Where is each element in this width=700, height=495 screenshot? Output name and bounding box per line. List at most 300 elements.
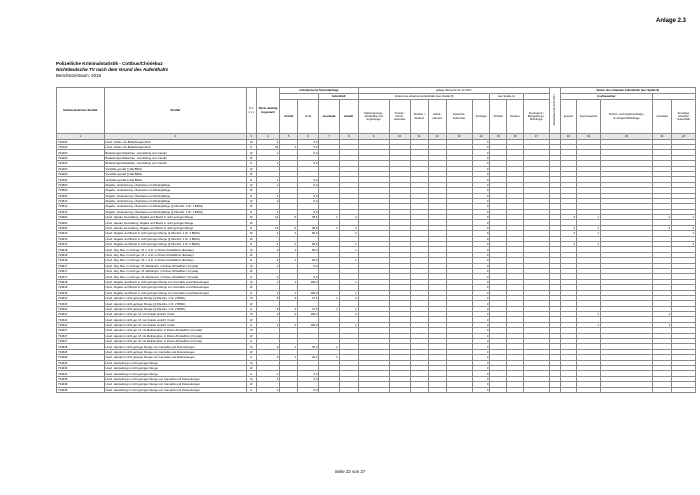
table-cell: 2 (339, 306, 358, 311)
table-cell: 734628 (57, 349, 105, 354)
table-cell: G (247, 144, 257, 149)
table-cell (410, 387, 428, 392)
table-cell: 2 (560, 215, 577, 220)
table-cell: 0 (472, 236, 490, 241)
table-cell: 1 (577, 322, 601, 327)
table-cell: 33,3 (298, 344, 319, 349)
table-cell: 734622 (57, 312, 105, 317)
report-title: Polizeiliche Kriminalstatistik - Cottbus/Chóśebuz (56, 61, 163, 66)
table-cell: 1 (256, 376, 280, 381)
table-cell: 3 (280, 295, 298, 300)
table-cell: 0 (472, 171, 490, 176)
table-cell: 0 (472, 371, 490, 376)
table-cell: M (247, 279, 257, 284)
table-cell: Unerl. Abgabe und Besitz in nicht geringer Menge (§ 29a Abs. 1 Nr. 2 BtMG) (104, 231, 247, 236)
table-cell: 1 (280, 279, 298, 284)
table-cell: 0 (472, 177, 490, 182)
table-cell: 734200 (57, 155, 105, 160)
table-cell: M (247, 198, 257, 203)
table-cell: Unerl. Handel in nicht geringer Menge von Cannabis und Zubereitungen (104, 349, 247, 354)
table-cell: 50,0 (298, 242, 319, 247)
table-cell: 5 (280, 225, 298, 230)
table-cell: 0,0 (298, 198, 319, 203)
table-cell: G (247, 274, 257, 279)
table-cell: 734618 (57, 290, 105, 295)
table-cell: 734648 (57, 387, 105, 392)
column-number: 14 (472, 134, 490, 140)
col-header-gueltige-werte: gültige Werte bis 31.12.2017 (358, 88, 549, 94)
table-cell: 0 (472, 252, 490, 257)
table-cell: Unerl. Handel in nicht ger. M. mit Methamphet. in Pulver-/Kristallform (Crystal) (104, 328, 247, 333)
table-cell: 8 (256, 295, 280, 300)
table-cell: Unerl. Handel in nicht ger. M. von Kokain einschl. Crack (104, 317, 247, 322)
table-cell: 4 (339, 215, 358, 220)
table-cell: 734200 (57, 171, 105, 176)
table-cell: 4 (256, 139, 280, 144)
table-cell: 1 (280, 144, 298, 149)
table-cell: 2 (280, 231, 298, 236)
table-cell: M (247, 139, 257, 144)
table-cell: 734500 (57, 182, 105, 187)
table-cell: Unerl. Handel, Herstellung, Abgabe und Besitz in nicht geringer Menge (104, 225, 247, 230)
table-cell: 1 (256, 371, 280, 376)
table-cell: 2 (653, 225, 672, 230)
table-cell: W (247, 333, 257, 338)
table-cell: Abgabe, Veräußerung, Überlassen an Minderjährige (104, 198, 247, 203)
column-number: 17 (523, 134, 549, 140)
table-cell: 0 (472, 144, 490, 149)
col-header-schueler: Schüler (490, 100, 507, 134)
table-cell: 730100 (57, 144, 105, 149)
table-cell: Verstöße gemäß § 30a BtMG (104, 171, 247, 176)
table-cell: 734600 (57, 215, 105, 220)
table-cell (672, 387, 696, 392)
table-cell: 0,0 (298, 177, 319, 182)
table-cell: W (247, 349, 257, 354)
table-cell: 0,0 (298, 376, 319, 381)
table-cell: G (247, 355, 257, 360)
table-cell: G (247, 339, 257, 344)
table-cell (428, 387, 446, 392)
table-cell: W (247, 155, 257, 160)
table-cell: Unerl. Abgabe und Besitz in nicht geringer Menge von Cannabis und Zubereitungen (104, 279, 247, 284)
table-cell: 50,0 (298, 247, 319, 252)
table-cell: 1 (256, 263, 280, 268)
col-header-aufenthalt: Aufenthalt (319, 94, 358, 100)
table-cell: G (247, 209, 257, 214)
table-cell: 0 (472, 382, 490, 387)
table-cell: 0 (472, 247, 490, 252)
table-cell: M (247, 295, 257, 300)
table-cell: M (247, 328, 257, 333)
column-number: 5 (280, 134, 298, 140)
table-cell: W (247, 268, 257, 273)
table-cell: 734600 (57, 225, 105, 230)
table-cell: 0 (472, 161, 490, 166)
table-cell: 0 (472, 155, 490, 160)
table-cell: 1 (256, 161, 280, 166)
table-cell: 0 (472, 242, 490, 247)
table-cell: 734610 (57, 236, 105, 241)
col-header-vertical-note: Abweichend ab 01.01.2017 (549, 88, 560, 134)
table-cell: 2 (256, 193, 280, 198)
table-cell: 2 (256, 312, 280, 317)
table-body (57, 139, 696, 392)
column-number: 9 (358, 134, 389, 140)
col-header-prozent: in % (298, 100, 319, 134)
table-cell: 1 (280, 290, 298, 295)
table-cell: 734628 (57, 344, 105, 349)
table-cell: 2 (339, 312, 358, 317)
table-cell: G (247, 161, 257, 166)
table-cell: 100,0 (298, 279, 319, 284)
table-cell: 13 (256, 225, 280, 230)
table-cell: G (247, 258, 257, 263)
table-cell: M (247, 247, 257, 252)
table-cell: 734618 (57, 247, 105, 252)
table-cell: 734648 (57, 382, 105, 387)
table-cell: 100,0 (298, 322, 319, 327)
table-cell: Unerl. Handel in nicht ger. M. mit Methamphet. in Pulver-/Kristallform (Crystal) (104, 339, 247, 344)
table-cell: 0,0 (298, 274, 319, 279)
table-cell: 734617 (57, 263, 105, 268)
table-cell: 1 (256, 387, 280, 392)
column-number: 3 (247, 134, 257, 140)
col-header-sv: S V v v v (247, 88, 257, 134)
table-cell: 0 (472, 387, 490, 392)
table-cell: Unerl. Handel in nicht ger. M. von Kokain einschl. Crack (104, 322, 247, 327)
table-cell: 2 (256, 258, 280, 263)
col-header-gewerbe: Gewerbe-treibender (446, 100, 472, 134)
table-cell: 734618 (57, 285, 105, 290)
table-cell: 1 (577, 225, 601, 230)
table-cell: Unerl. Herstellung in nicht geringer Menge von Cannabis und Zubereitungen (104, 387, 247, 392)
table-cell: Unerl. Abg. Bes. in nicht ger. M. n. A.D. in Pulver-/Kristallform (Ecstasy) (104, 247, 247, 252)
table-cell: 2 (280, 312, 298, 317)
table-cell: 0 (472, 328, 490, 333)
table-cell: G (247, 242, 257, 247)
table-cell: 0 (472, 215, 490, 220)
table-cell: 2 (256, 209, 280, 214)
annex-label: Anlage 2.3 (655, 18, 686, 24)
table-cell: M (247, 360, 257, 365)
table-cell: 734510 (57, 198, 105, 203)
table-cell: 38,5 (298, 225, 319, 230)
table-cell: W (247, 188, 257, 193)
table-cell: 0 (472, 209, 490, 214)
table-cell: 1 (577, 242, 601, 247)
col-header-stationierung: Stationierungs-streitkräfte und Angehörige (358, 100, 389, 134)
table-cell: 8 (256, 306, 280, 311)
table-cell: 734500 (57, 188, 105, 193)
table-cell: 734200 (57, 161, 105, 166)
table-cell: 734510 (57, 209, 105, 214)
table-cell: 734640 (57, 366, 105, 371)
table-cell: Unerl. Herstellung in nicht geringer Menge (104, 366, 247, 371)
table-cell: 2 (560, 225, 577, 230)
table-cell: 0 (472, 193, 490, 198)
table-cell: 1 (672, 242, 696, 247)
column-number: 21 (653, 134, 672, 140)
table-cell: 1 (256, 182, 280, 187)
table-cell: Unerl. Herstellung in nicht geringer Menge von Cannabis und Zubereitungen (104, 382, 247, 387)
table-cell: Betäubungsmittelanbau, -herstellung und -handel (104, 150, 247, 155)
table-cell: 0,0 (298, 139, 319, 144)
table-cell: W (247, 236, 257, 241)
table-cell: W (247, 382, 257, 387)
table-cell: 734627 (57, 333, 105, 338)
table-cell: 1 (577, 312, 601, 317)
report-titles (56, 61, 168, 79)
table-cell: 0,0 (298, 161, 319, 166)
table-cell: 0 (472, 322, 490, 327)
table-cell: 734620 (57, 306, 105, 311)
table-cell: 0 (472, 312, 490, 317)
table-cell: W (247, 366, 257, 371)
table-cell: 0 (472, 182, 490, 187)
table-cell: 0,0 (298, 371, 319, 376)
col-header-geduldet: Geduldet (653, 100, 672, 134)
report-period: Berichtszeitraum: 2018 (56, 73, 101, 78)
table-cell: 0,0 (298, 387, 319, 392)
table-cell: M (247, 215, 257, 220)
table-cell: Abgabe, Veräußerung, Überlassen an Minderjährige (104, 193, 247, 198)
table-cell: 1 (256, 177, 280, 182)
table-cell: 5 (280, 215, 298, 220)
table-cell: W (247, 220, 257, 225)
table-cell: G (247, 371, 257, 376)
table-cell: 0 (472, 188, 490, 193)
column-number: 19 (577, 134, 601, 140)
table-cell: 1 (339, 247, 358, 252)
table-cell: Unerl. Anbau von Betäubungsmitteln (104, 144, 247, 149)
table-cell: 2 (256, 198, 280, 203)
table-cell: 1 (672, 225, 696, 230)
table-cell: Unerl. Handel in nicht ger. M. mit Methamphet. in Pulver-/Kristallform (Crystal) (104, 333, 247, 338)
table-cell: 734618 (57, 279, 105, 284)
table-cell: G (247, 306, 257, 311)
table-cell: 734640 (57, 360, 105, 365)
table-cell: 3 (256, 355, 280, 360)
table-cell: 0 (472, 333, 490, 338)
col-header-straftat: Straftat (104, 88, 247, 134)
table-cell: 38,5 (298, 215, 319, 220)
table-cell: 18 (256, 144, 280, 149)
col-header-sonstiger: Sonstiger erlaubter Aufenthalt (672, 100, 696, 134)
table-cell: 734627 (57, 339, 105, 344)
column-number: 10 (389, 134, 410, 140)
table-cell: G (247, 290, 257, 295)
table-cell: 0 (472, 204, 490, 209)
table-cell: 2 (339, 242, 358, 247)
col-header-nichtdeutsche: nichtdeutsche Tatverdächtige (280, 88, 358, 94)
table-cell: 37,5 (298, 306, 319, 311)
table-cell: Unerl. Handel in nicht geringer Menge von Cannabis und Zubereitungen (104, 344, 247, 349)
table-cell: 0 (472, 150, 490, 155)
col-header-schluesselzahl: Schlüsselzahl der Straftat (57, 88, 105, 134)
table-cell: 1 (672, 215, 696, 220)
table-cell: 1 (280, 355, 298, 360)
table-cell (560, 387, 577, 392)
table-cell: Abgabe, Veräußerung, Überlassen an Minderjährige (104, 188, 247, 193)
table-cell: Unerl. Herstellung in nicht geringer Menge (104, 371, 247, 376)
table-cell: 0 (472, 366, 490, 371)
table-cell (653, 387, 672, 392)
table-cell (358, 387, 389, 392)
column-number: 4 (256, 134, 280, 140)
table-cell: 4 (256, 242, 280, 247)
table-cell: 2 (560, 231, 577, 236)
table-cell: 734640 (57, 371, 105, 376)
table-cell: 0,0 (298, 182, 319, 187)
col-header-sonstige: Sonstige (472, 100, 490, 134)
table-cell: 0,0 (298, 150, 319, 155)
table-cell: Betäubungsmittelanbau, -herstellung und -handel (104, 155, 247, 160)
report-subtitle: Nichtdeutsche TV nach dem Grund des Aufenthalts (56, 67, 169, 72)
table-cell: 0 (472, 263, 490, 268)
table-cell: 0 (472, 198, 490, 203)
table-cell: 50,0 (298, 258, 319, 263)
column-number: 8 (339, 134, 358, 140)
table-cell: 1 (256, 290, 280, 295)
table-cell: 1 (319, 344, 339, 349)
table-cell: Unerl. Handel in nicht geringer Menge von Cannabis und Zubereitungen (104, 355, 247, 360)
column-number: 16 (507, 134, 524, 140)
table-cell: 734600 (57, 220, 105, 225)
table-cell: 0 (472, 139, 490, 144)
table-cell (446, 387, 472, 392)
table-cell: Unerl. Abg. Bes. in nicht ger. M. Methamph. in Pulver-/Kristallform (Crystal) (104, 263, 247, 268)
table-cell: 734622 (57, 322, 105, 327)
table-cell: 33,3 (298, 355, 319, 360)
table-cell: 0 (472, 268, 490, 273)
table-cell: Abgabe, Veräußerung, Überlassen an Minderjährige (104, 182, 247, 187)
table-cell: W (247, 301, 257, 306)
table-cell: Unerl. Handel in nicht geringer Menge (§ 29a Abs. 1 Nr. 2 BtMG) (104, 306, 247, 311)
table-cell: Unerl. Abg. Bes. in nicht ger. M. n. A.D. in Pulver-/Kristallform (Ecstasy) (104, 252, 247, 257)
table-cell: W (247, 285, 257, 290)
column-number: 18 (560, 134, 577, 140)
table-cell: Abgabe, Veräußerung, Überlassen an Minderjährige (§ 29a Abs. 1 Nr. 1 BtMG) (104, 204, 247, 209)
table-cell: Unerl. Herstellung in nicht geringer Menge (104, 360, 247, 365)
col-header-unerlaubt: unerlaubt (319, 100, 339, 134)
table-cell: Verstöße gemäß § 30a BtMG (104, 166, 247, 171)
table-cell: G (247, 225, 257, 230)
table-cell: 0 (472, 279, 490, 284)
table-cell: 0 (472, 220, 490, 225)
table-cell: 2 (339, 231, 358, 236)
table-cell: Unerl. Handel in nicht geringer Menge (§ 29a Abs. 1 Nr. 2 BtMG) (104, 295, 247, 300)
column-number: 13 (446, 134, 472, 140)
table-cell (577, 387, 601, 392)
table-cell: 1 (256, 279, 280, 284)
table-cell: G (247, 387, 257, 392)
col-header-arbeitnehmer: Arbeit-nehmer (428, 100, 446, 134)
table-cell: 0 (472, 295, 490, 300)
table-cell: 50,0 (298, 231, 319, 236)
table-cell: M (247, 150, 257, 155)
table-cell: Unerl. Herstellung in nicht geringer Menge von Cannabis und Zubereitungen (104, 376, 247, 381)
table-cell: 734610 (57, 231, 105, 236)
table-cell: 2 (653, 215, 672, 220)
table-cell: 0 (472, 306, 490, 311)
column-number: 15 (490, 134, 507, 140)
table-cell: 0 (472, 317, 490, 322)
table-cell: 0,0 (298, 193, 319, 198)
table-cell: 2 (280, 242, 298, 247)
table-cell: 0 (472, 225, 490, 230)
col-header-anlass: Anlass des erlaubten Aufenthalts (aus Spalte 8) (358, 94, 490, 100)
table-cell: 0 (472, 339, 490, 344)
table-cell: Unerl. Handel in nicht ger. M. von Kokain einschl. Crack (104, 312, 247, 317)
col-header-gesamt: gesamt (560, 100, 577, 134)
column-number: 2 (104, 134, 247, 140)
table-cell: 37,5 (298, 295, 319, 300)
table-cell: 734628 (57, 355, 105, 360)
table-cell: 4 (339, 225, 358, 230)
table-cell: 1 (319, 225, 339, 230)
table-cell: Betäubungsmittelanbau, -herstellung und -handel (104, 161, 247, 166)
table-cell: 1 (339, 279, 358, 284)
table-cell: Verstöße gemäß § 30a BtMG (104, 177, 247, 182)
table-cell: 2 (339, 295, 358, 300)
col-header-asylbewerber: Asylbewerber (560, 94, 653, 100)
table-cell: 1 (319, 306, 339, 311)
table-row (57, 387, 696, 392)
col-header-asylbewerber-sub: Asyl-bewerber (577, 100, 601, 134)
table-cell: 1 (319, 295, 339, 300)
page-footer: Seite 22 von 27 (334, 469, 366, 474)
table-cell: 0 (472, 258, 490, 263)
table-cell: Unerl. Abgabe und Besitz in nicht geringer Menge von Cannabis und Zubereitungen (104, 290, 247, 295)
table-cell: 734648 (57, 376, 105, 381)
table-cell: 1 (319, 215, 339, 220)
table-cell: 734617 (57, 274, 105, 279)
table-cell: 734200 (57, 150, 105, 155)
table-cell: M (247, 344, 257, 349)
table-cell: 2 (560, 242, 577, 247)
table-cell: 734622 (57, 317, 105, 322)
table-cell: M (247, 182, 257, 187)
table-cell: M (247, 376, 257, 381)
table-cell (549, 387, 560, 392)
table-cell: 734200 (57, 166, 105, 171)
table-cell: Unerl. Abgabe und Besitz in nicht geringer Menge (§ 29a Abs. 1 Nr. 2 BtMG) (104, 242, 247, 247)
col-header-anzahl: Anzahl (280, 100, 298, 134)
table-cell: 0 (472, 274, 490, 279)
table-cell: 734627 (57, 328, 105, 333)
column-number: 6 (298, 134, 319, 140)
col-header-schueler-student: Schüler / Student (410, 100, 428, 134)
table-cell: W (247, 317, 257, 322)
table-cell: 1 (280, 258, 298, 263)
table-cell: 3 (280, 306, 298, 311)
table-cell (600, 387, 652, 392)
table-cell: 1 (339, 258, 358, 263)
table-cell: G (247, 322, 257, 327)
table-cell: 5,3 (298, 144, 319, 149)
column-number: 22 (672, 134, 696, 140)
table-cell: 734620 (57, 301, 105, 306)
column-number: 1 (57, 134, 105, 140)
table-cell: 734500 (57, 193, 105, 198)
table-cell: Unerl. Abg. Bes. in nicht ger. M. Methamph. in Pulver-/Kristallform (Crystal) (104, 268, 247, 273)
table-cell: M (247, 263, 257, 268)
table-cell: Unerl. Abgabe und Besitz in nicht geringer Menge von Cannabis und Zubereitungen (104, 285, 247, 290)
table-cell: 4 (256, 231, 280, 236)
col-header-schutz: Schutz- und Asylberechtigte, Kontingentflüchtlinge (600, 100, 652, 134)
table-cell: 0 (472, 166, 490, 171)
